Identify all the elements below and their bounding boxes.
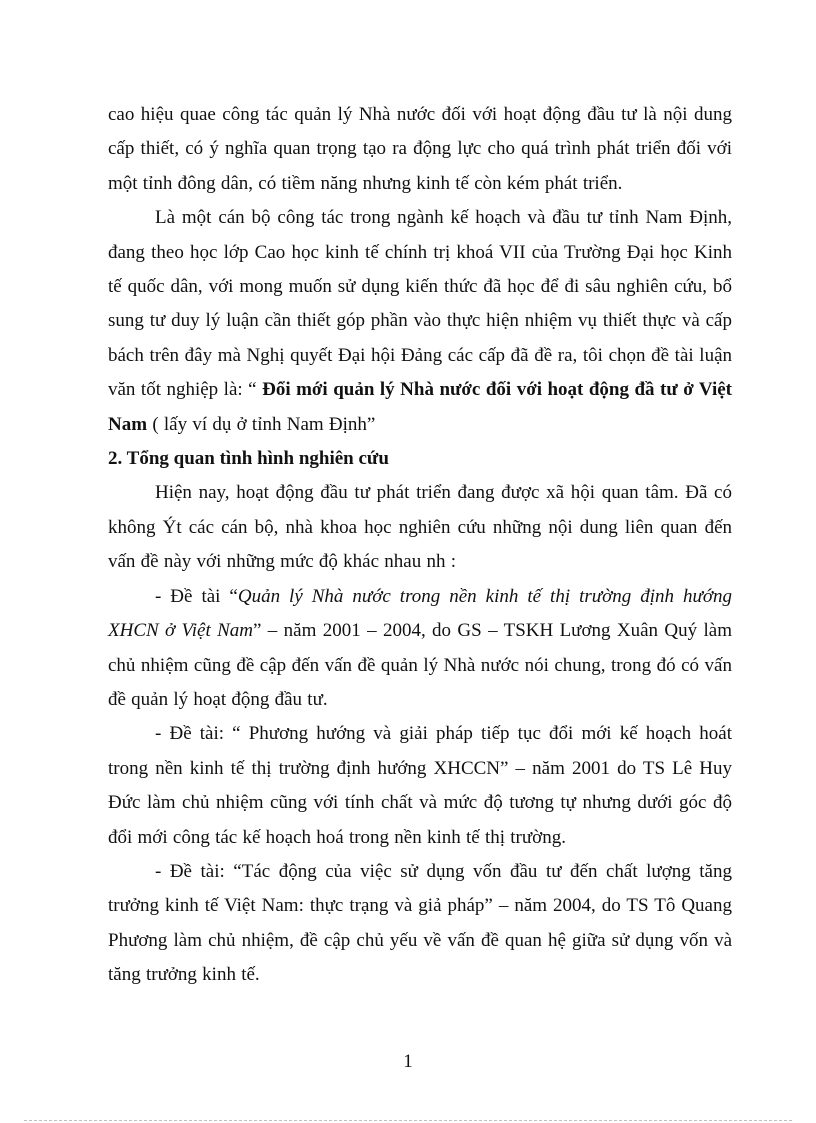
paragraph-intro-continuation: cao hiệu quae công tác quản lý Nhà nước đối với hoạt động đầu tư là nội dung cấp thiết, có ý nghĩa quan trọng tạo ra động lực cho quá trình phát triển đối với một tỉnh đông dân, có tiềm năng nhưng kinh tế còn kém phát triển.	[108, 104, 732, 194]
paragraph-thesis-choice	[108, 201, 732, 442]
paragraph-overview: Hiện nay, hoạt động đầu tư phát triển đang được xã hội quan tâm. Đã có không Ýt các cán bộ, nhà khoa học nghiên cứu những nội dung liên quan đến vấn đề này với những mức độ khác nhau nh :	[108, 482, 732, 573]
thesis-choice-text: Là một cán bộ công tác trong ngành kế hoạch và đầu tư tỉnh Nam Định, đang theo học lớp Cao học kinh tế chính trị khoá VII của Trường Đại học Kinh tế quốc dân, với mong muốn sử dụng kiến thức đã học để đi sâu nghiên cứu, bổ sung tư duy lý luận cần thiết góp phần vào thực hiện nhiệm vụ thiết thực và cấp bách trên đây mà Nghị quyết Đại hội Đảng các cấp đã đề ra, tôi chọn đề tài luận văn tốt nghiệp là: “	[108, 207, 732, 401]
research-item-1-lead: - Đề tài “	[155, 585, 238, 607]
research-item-2: - Đề tài: “ Phương hướng và giải pháp tiếp tục đổi mới kế hoạch hoát trong nền kinh tế thị trường định hướng XHCCN” – năm 2001 do TS Lê Huy Đức làm chủ nhiệm cũng với tính chất và mức độ tương tự nhưng dưới góc độ đổi mới công tác kế hoạch hoá trong nền kinh tế thị trường.	[108, 723, 732, 848]
page-bottom-divider	[24, 1120, 792, 1121]
thesis-title-suffix: ( lấy ví dụ ở tỉnh Nam Định”	[147, 413, 376, 435]
research-item-1	[108, 580, 732, 718]
research-item-1-title: Quản lý Nhà nước trong nền kinh tế thị trường định hướng XHCN ở Việt Nam	[108, 585, 732, 642]
thesis-title: Đổi mới quản lý Nhà nước đối với hoạt động đầ tư ở Việt Nam	[108, 379, 732, 435]
research-item-1-detail: ” – năm 2001 – 2004, do GS – TSKH Lương Xuân Quý làm chủ nhiệm cũng đề cập đến vấn đề quản lý Nhà nước nói chung, trong đó có vấn đề quản lý hoạt động đầu tư.	[108, 620, 732, 710]
research-item-3: - Đề tài: “Tác động của việc sử dụng vốn đầu tư đến chất lượng tăng trưởng kinh tế Việt Nam: thực trạng và giả pháp” – năm 2004, do TS Tô Quang Phương làm chủ nhiệm, đề cập chủ yếu về vấn đề quan hệ giữa sử dụng vốn và tăng trưởng kinh tế.	[108, 860, 732, 986]
page-body	[108, 98, 732, 993]
section-heading: 2. Tổng quan tình hình nghiên cứu	[108, 448, 389, 470]
page-number: 1	[403, 1051, 413, 1072]
